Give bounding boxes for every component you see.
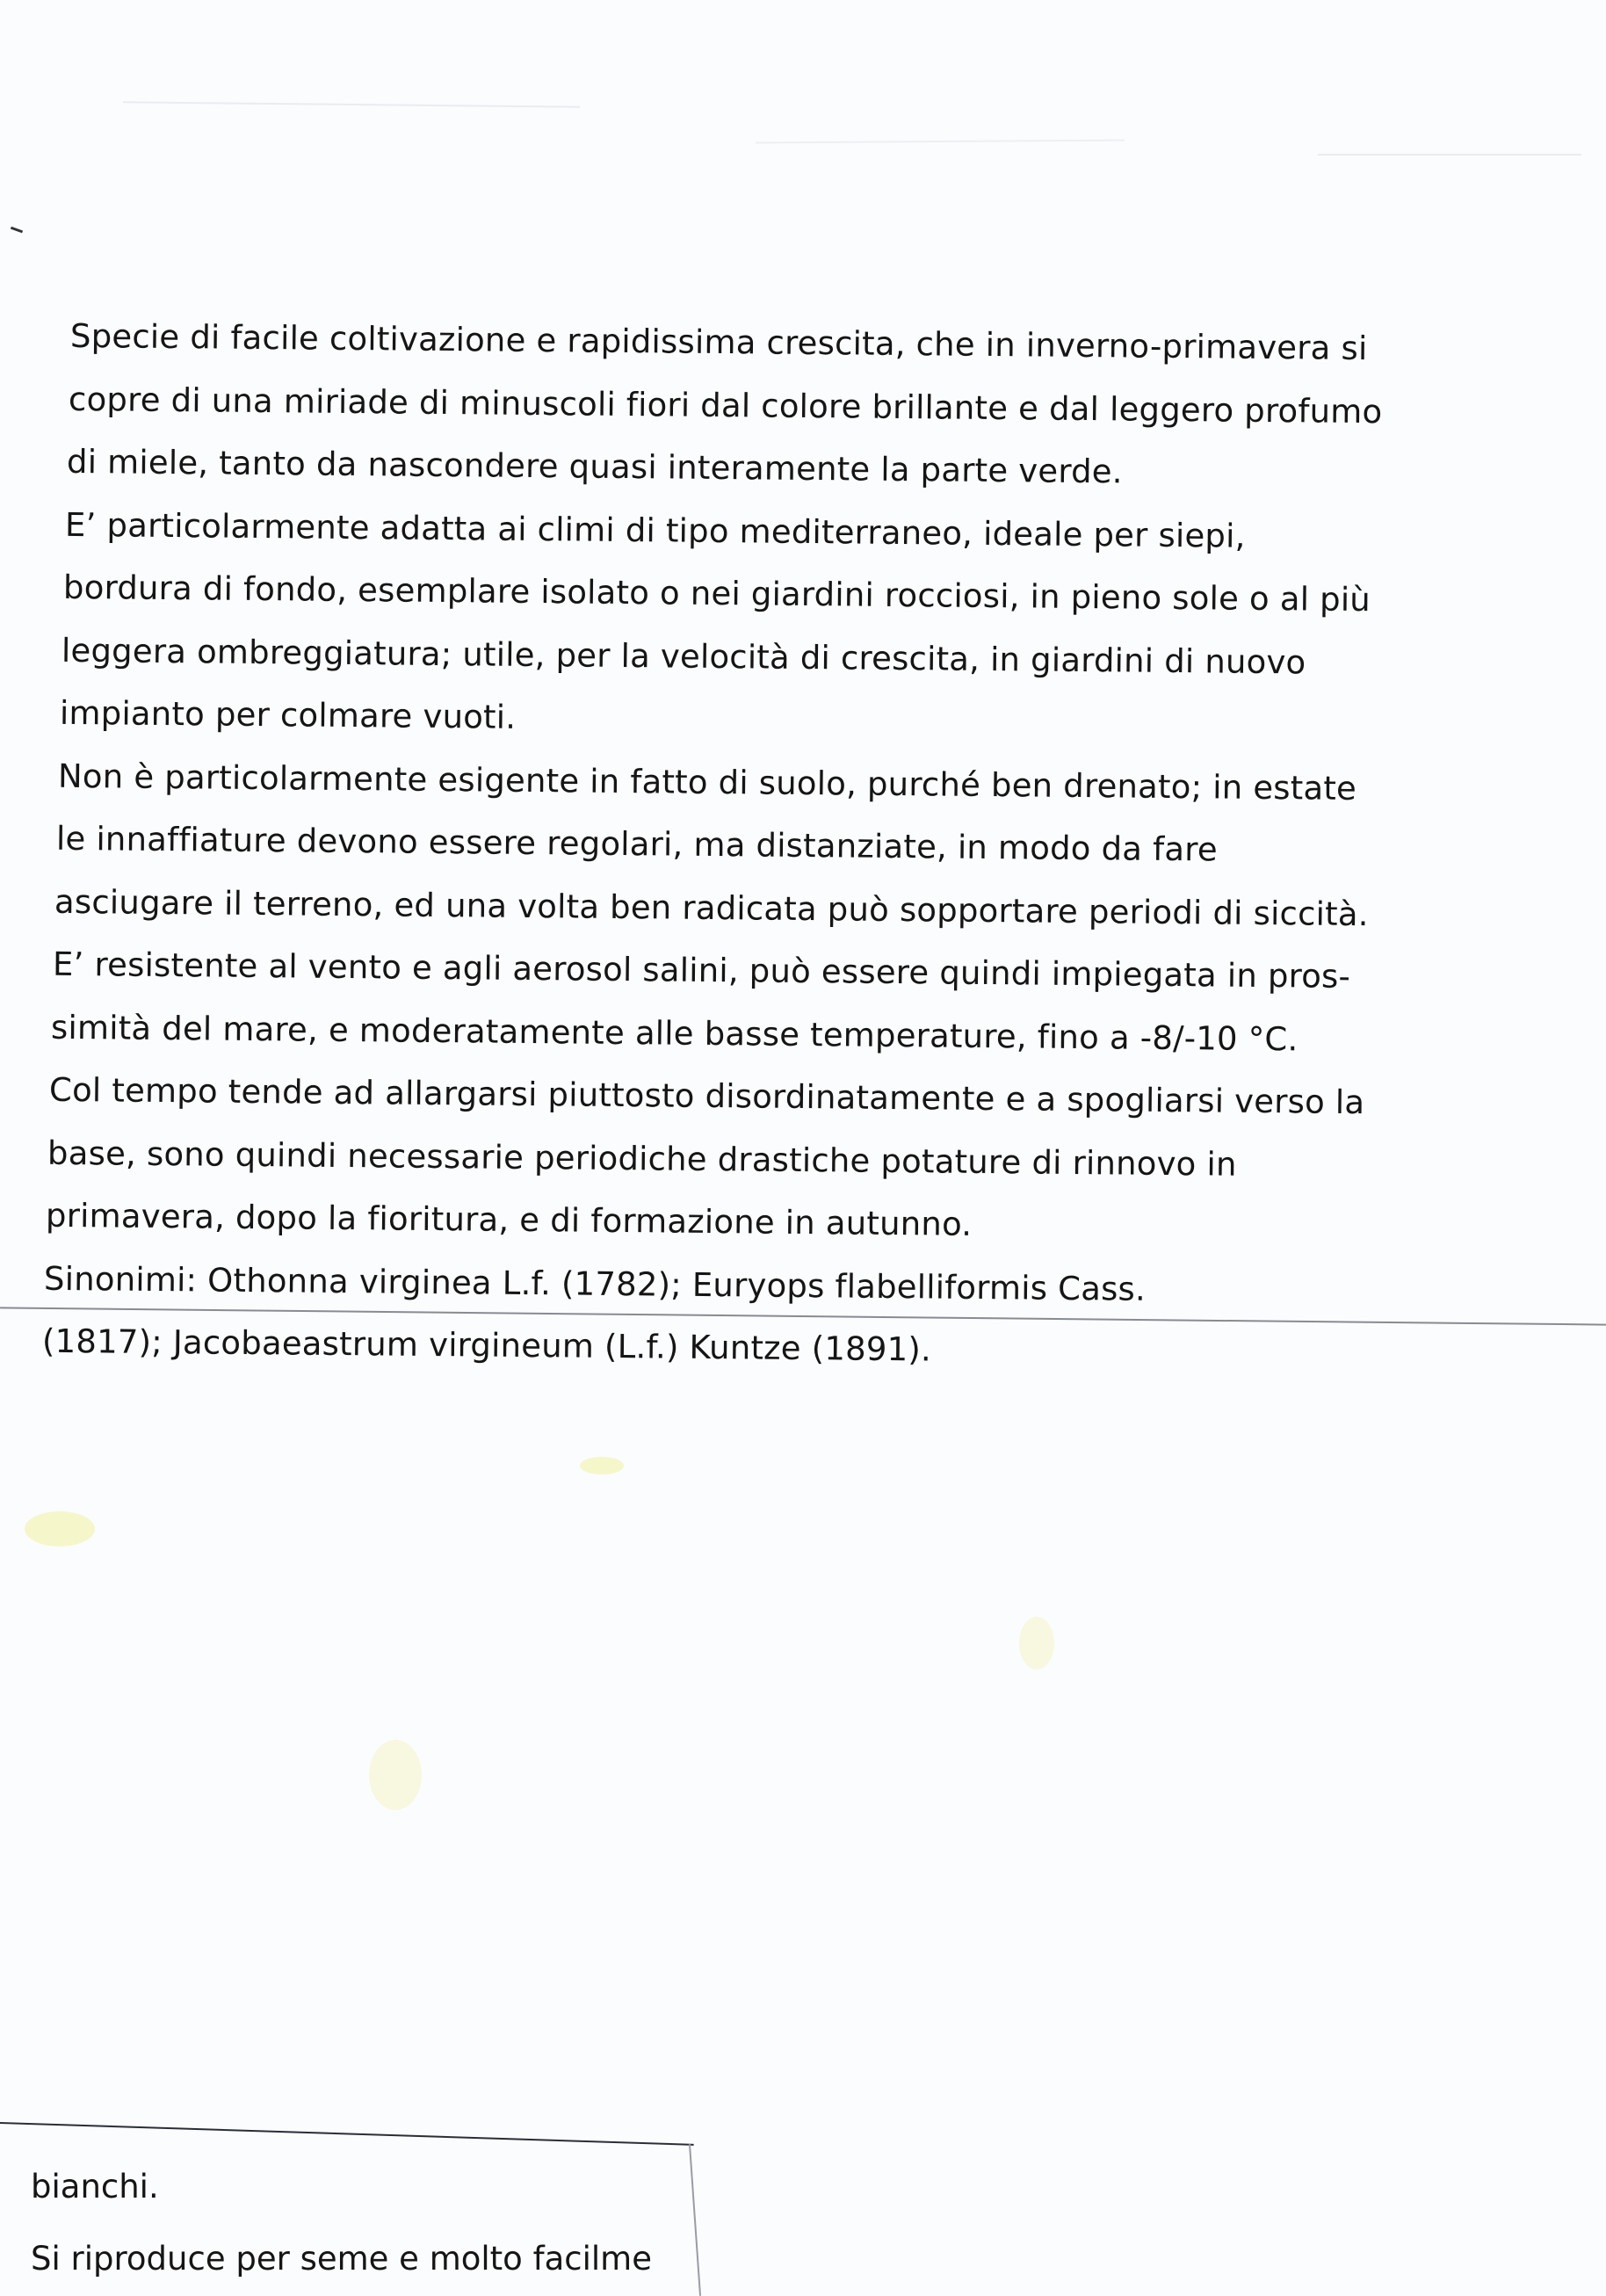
text-line: le innaffiature devono essere regolari, ma distanziate, in modo da fare xyxy=(55,819,1218,869)
text-line: copre di una miriade di minuscoli fiori dal colore brillante e dal leggero profumo xyxy=(68,380,1383,431)
paper-stain xyxy=(1019,1617,1054,1669)
scan-mark xyxy=(11,227,23,234)
text-line: base, sono quindi necessarie periodiche drastiche potature di rinnovo in xyxy=(47,1134,1237,1184)
text-line: di miele, tanto da nascondere quasi interamente la parte verde. xyxy=(66,442,1123,491)
text-line: primavera, dopo la fioritura, e di formazione in autunno. xyxy=(45,1196,973,1243)
text-line: E’ resistente al vento e agli aerosol salini, può essere quindi impiegata in pros- xyxy=(52,945,1351,996)
text-line: Non è particolarmente esigente in fatto di suolo, purché ben drenato; in estate xyxy=(57,757,1357,808)
text-line: leggera ombreggiatura; utile, per la velocità di crescita, in giardini di nuovo xyxy=(61,631,1306,681)
text-line: Specie di facile coltivazione e rapidissima crescita, che in inverno-primavera si xyxy=(69,316,1368,368)
paper-stain xyxy=(580,1457,624,1474)
text-line: Col tempo tende ad allargarsi piuttosto disordinatamente e a spogliarsi verso la xyxy=(48,1070,1365,1122)
paper-crease xyxy=(1318,154,1581,156)
text-line: bianchi. xyxy=(31,2168,159,2205)
text-line: E’ particolarmente adatta ai climi di tipo mediterraneo, ideale per siepi, xyxy=(64,505,1246,555)
text-line: asciugare il terreno, ed una volta ben radicata può sopportare periodi di siccità. xyxy=(54,882,1369,933)
bottom-fragment xyxy=(31,2151,786,2295)
text-line: (1817); Jacobaeastrum virgineum (L.f.) Kuntze (1891). xyxy=(41,1322,932,1369)
text-line: simità del mare, e moderatamente alle basse temperature, fino a -8/-10 °C. xyxy=(50,1008,1299,1058)
paper-crease xyxy=(756,140,1125,144)
text-line: impianto per colmare vuoti. xyxy=(59,693,517,736)
text-line: Sinonimi: Othonna virginea L.f. (1782); Euryops flabelliformis Cass. xyxy=(43,1259,1147,1308)
article-body xyxy=(41,312,1557,1380)
text-line: Si riproduce per seme e molto facilme xyxy=(31,2240,652,2278)
paper-stain xyxy=(25,1511,95,1546)
paper-crease xyxy=(123,101,580,107)
text-line: bordura di fondo, esemplare isolato o nei giardini rocciosi, in pieno sole o al più xyxy=(62,568,1371,619)
paper-edge-line xyxy=(0,2122,694,2146)
paper-stain xyxy=(369,1740,422,1810)
